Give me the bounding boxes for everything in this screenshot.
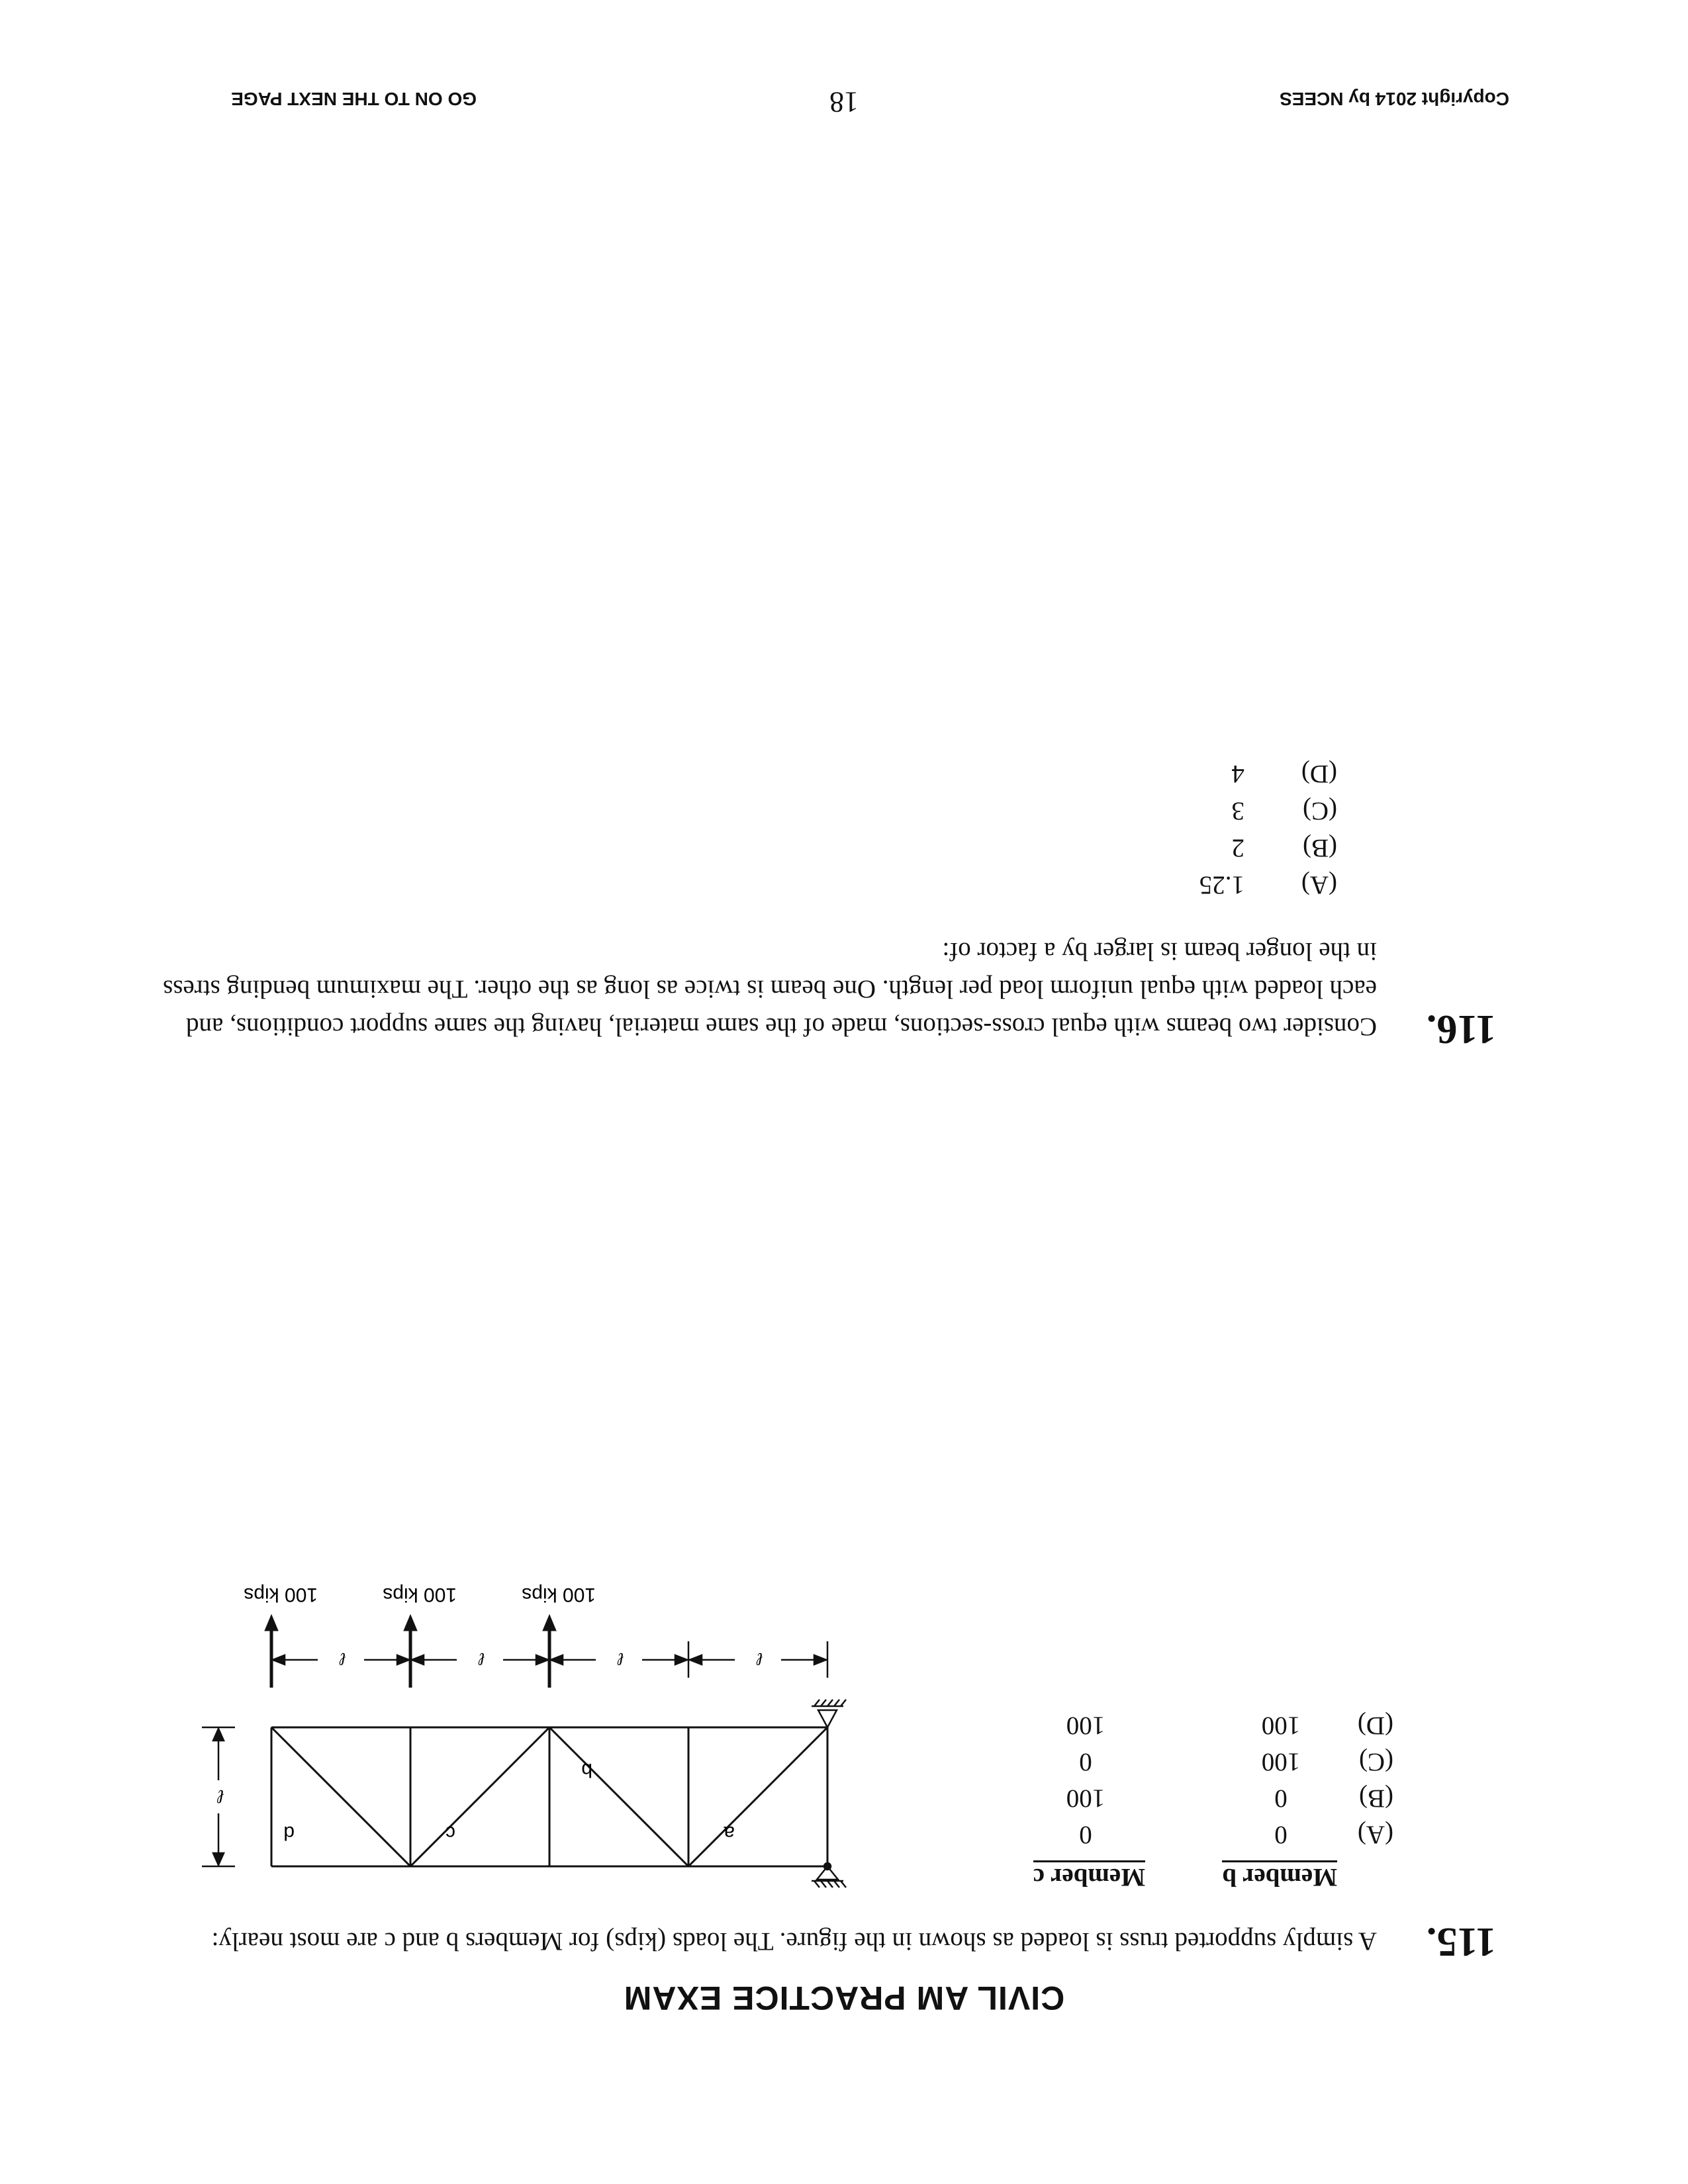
option-value-c: 100 xyxy=(1066,1711,1105,1740)
loads-figure xyxy=(152,1489,887,1688)
page-number: 18 xyxy=(829,86,859,118)
option-label: (D) xyxy=(1357,1711,1393,1740)
column-header-member-b: Member b xyxy=(1222,1860,1337,1891)
option-value-b: 100 xyxy=(1261,1711,1301,1740)
member-label-c: c xyxy=(445,1822,455,1844)
spacing-label: ℓ xyxy=(340,1649,346,1669)
member-label-d: d xyxy=(283,1822,295,1844)
option-label: (C) xyxy=(1303,797,1337,825)
option-label: (B) xyxy=(1359,1784,1393,1813)
member-label-a: a xyxy=(724,1822,735,1844)
option-value: 4 xyxy=(1231,760,1244,788)
copyright: Copyright 2014 by NCEES xyxy=(1280,89,1509,109)
load-label: 100 kips xyxy=(244,1584,318,1606)
spacing-label: ℓ xyxy=(618,1649,624,1669)
load-label: 100 kips xyxy=(522,1584,596,1606)
question-text: A simply supported truss is loaded as shown in the figure. The loads (kips) for Members b and c are most nearly: xyxy=(211,1927,1377,1956)
option-value-c: 100 xyxy=(1066,1784,1105,1813)
question-text: Consider two beams with equal cross-sections, made of the same material, having the same support conditions, and each loaded with equal uniform load per length. One beam is twice as long as the other. The maximum bending stress in the longer beam is larger by a factor of: xyxy=(163,937,1377,1041)
option-value-c: 0 xyxy=(1079,1821,1092,1849)
load-arrows xyxy=(265,1615,556,1688)
column-header-member-c: Member c xyxy=(1033,1860,1145,1891)
option-value: 2 xyxy=(1231,834,1244,862)
option-value-b: 100 xyxy=(1261,1748,1301,1776)
option-value: 1.25 xyxy=(1199,871,1244,899)
option-label: (B) xyxy=(1303,834,1337,862)
spacing-label: ℓ xyxy=(757,1649,763,1669)
member-label-b: b xyxy=(581,1759,592,1781)
exam-title: CIVIL AM PRACTICE EXAM xyxy=(623,1979,1065,2017)
spacing-label: ℓ xyxy=(479,1649,485,1669)
question-number: 116. xyxy=(1426,1007,1496,1052)
option-label: (D) xyxy=(1301,760,1337,788)
load-label: 100 kips xyxy=(383,1584,457,1606)
height-label: ℓ xyxy=(217,1786,224,1807)
next-page-note: GO ON TO THE NEXT PAGE xyxy=(231,89,477,109)
roller-support-icon xyxy=(812,1700,846,1727)
option-value-b: 0 xyxy=(1274,1784,1288,1813)
option-value-c: 0 xyxy=(1079,1748,1092,1776)
option-label: (A) xyxy=(1301,871,1337,899)
truss-members xyxy=(271,1727,827,1866)
option-value: 3 xyxy=(1231,797,1244,825)
option-label: (A) xyxy=(1357,1821,1393,1849)
option-label: (C) xyxy=(1359,1748,1393,1776)
option-value-b: 0 xyxy=(1274,1821,1288,1849)
truss-figure xyxy=(152,1661,887,1899)
question-number: 115. xyxy=(1426,1919,1496,1964)
